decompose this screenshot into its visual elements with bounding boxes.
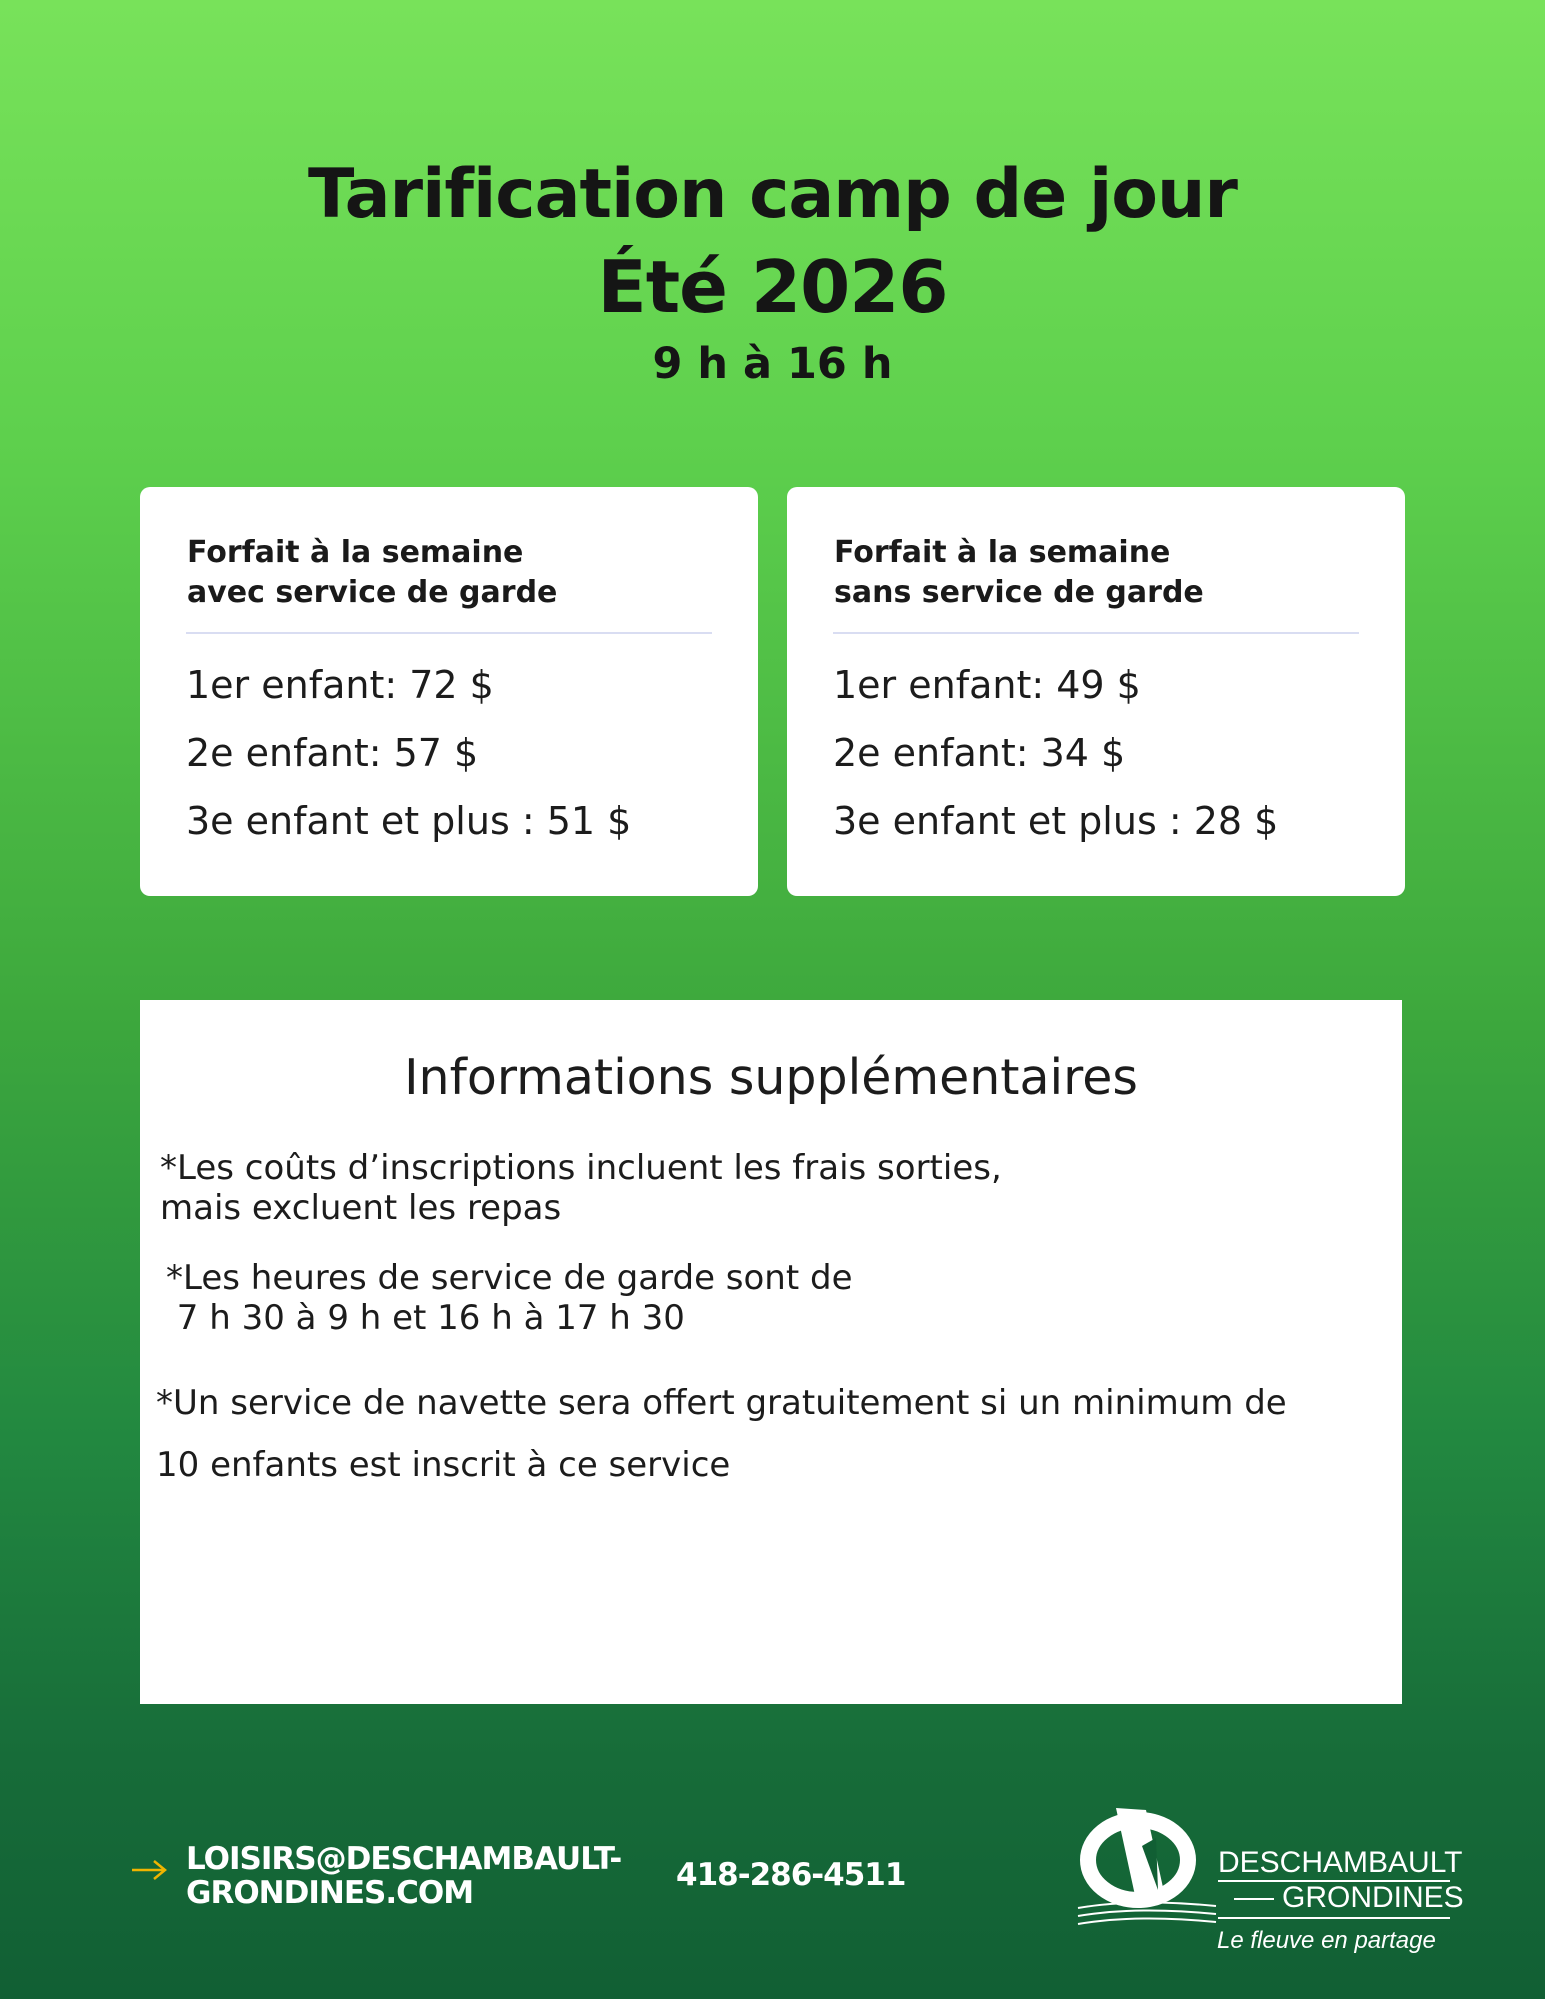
logo-name-line1: DESCHAMBAULT [1218, 1846, 1463, 1879]
price-first-child: 1er enfant: 72 $ [186, 663, 494, 707]
email-line1: LOISIRS@DESCHAMBAULT- [186, 1841, 622, 1877]
card-heading-line1: Forfait à la semaine [834, 535, 1171, 570]
additional-info-panel [140, 1000, 1402, 1704]
info-title: Informations supplémentaires [404, 1049, 1138, 1106]
price-third-child-plus: 3e enfant et plus : 28 $ [833, 799, 1279, 843]
info-note-daycare-hours: *Les heures de service de garde sont de 7 h 30 à 9 h et 16 h à 17 h 30 [166, 1258, 853, 1338]
price-second-child: 2e enfant: 34 $ [833, 731, 1126, 775]
card-heading-line2: sans service de garde [834, 575, 1204, 610]
card-heading [187, 533, 707, 613]
logo-rule [1218, 1917, 1450, 1919]
hours-label: 9 h à 16 h [652, 339, 893, 389]
logo-slogan: Le fleuve en partage [1217, 1927, 1436, 1954]
price-first-child: 1er enfant: 49 $ [833, 663, 1141, 707]
price-third-child-plus: 3e enfant et plus : 51 $ [186, 799, 632, 843]
page-subtitle-season: Été 2026 [597, 245, 948, 329]
email-line2: GRONDINES.COM [186, 1875, 474, 1911]
info-note-shuttle: *Un service de navette sera offert gratuitement si un minimum de 10 enfants est inscrit à ce service [156, 1383, 1287, 1485]
card-heading [834, 533, 1354, 613]
pricing-card-without-daycare [787, 487, 1405, 896]
info-note-costs: *Les coûts d’inscriptions incluent les frais sorties, mais excluent les repas [160, 1148, 1002, 1228]
card-heading-line1: Forfait à la semaine [187, 535, 524, 570]
email-link[interactable] [186, 1841, 622, 1911]
page-title: Tarification camp de jour [308, 155, 1237, 234]
logo-name-line2: GRONDINES [1282, 1881, 1464, 1914]
price-second-child: 2e enfant: 57 $ [186, 731, 479, 775]
pricing-card-with-daycare [140, 487, 758, 896]
card-divider [186, 632, 712, 634]
phone-number: 418-286-4511 [676, 1857, 906, 1893]
card-heading-line2: avec service de garde [187, 575, 558, 610]
card-divider [833, 632, 1359, 634]
arrow-right-icon [130, 1858, 170, 1882]
logo-rule [1234, 1898, 1274, 1900]
